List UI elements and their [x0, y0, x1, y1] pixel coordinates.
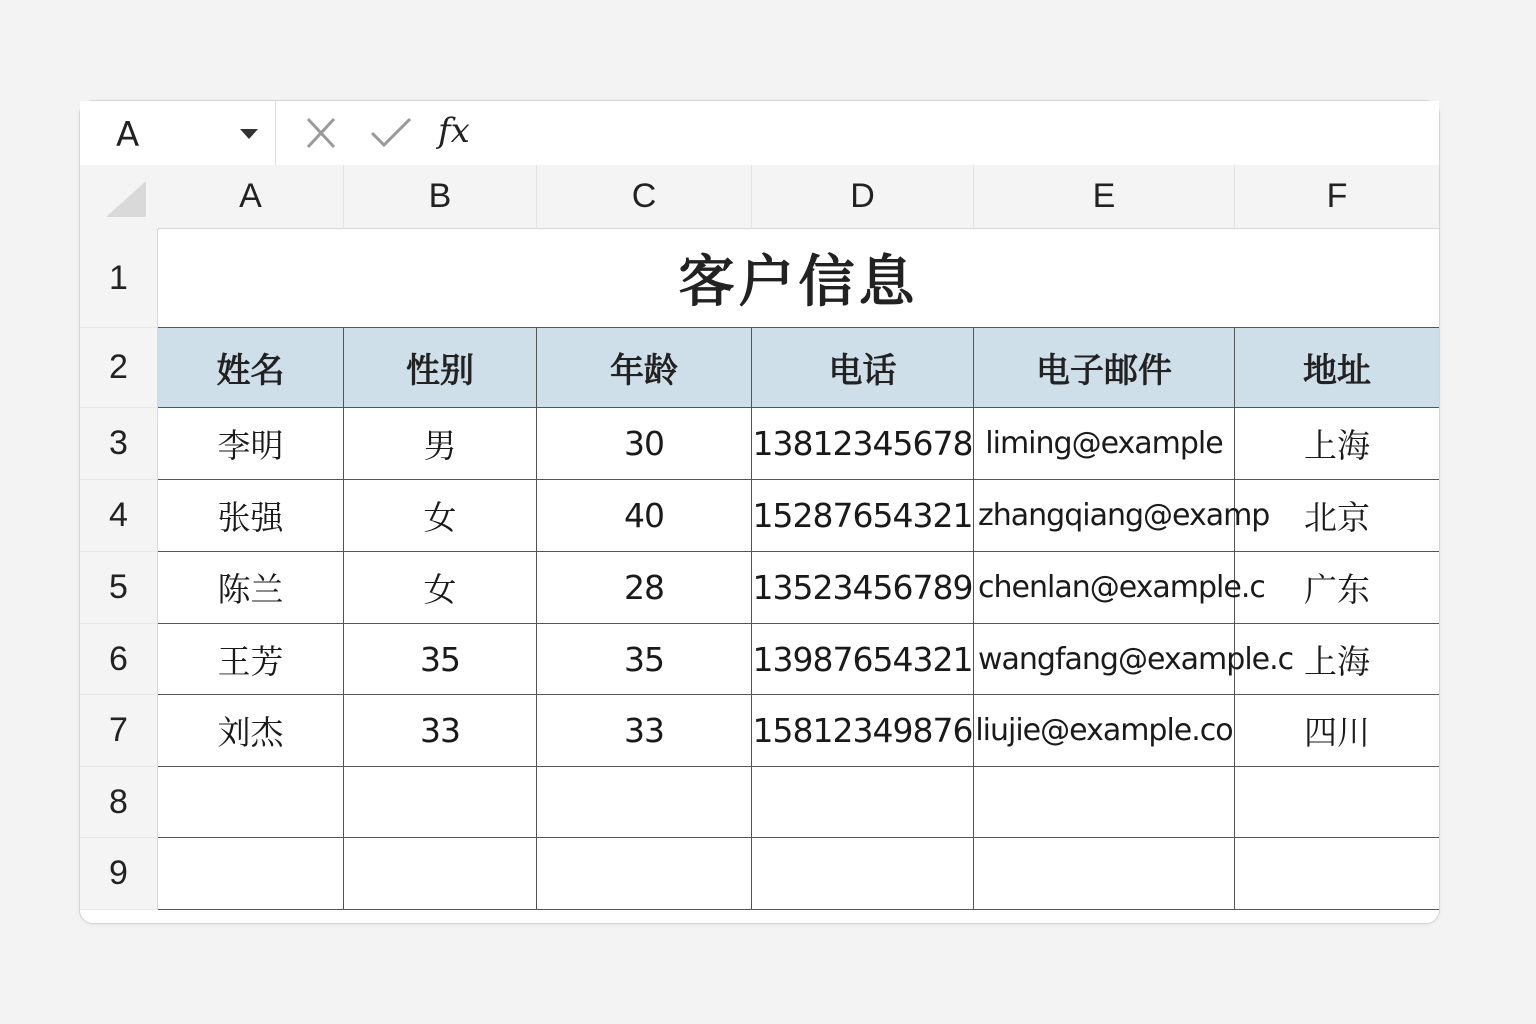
column-header-a[interactable]: A [158, 165, 344, 229]
cell-gender[interactable]: 女 [344, 480, 537, 552]
row-header-4[interactable]: 4 [80, 480, 158, 552]
empty-cell[interactable] [1235, 767, 1439, 838]
cell-age[interactable]: 40 [537, 480, 752, 552]
header-cell-age[interactable]: 年龄 [537, 328, 752, 408]
cell-address[interactable]: 北京 [1235, 480, 1439, 552]
confirm-check-icon[interactable] [368, 113, 414, 157]
cell-email[interactable]: liming@example [974, 408, 1235, 480]
cell-address[interactable]: 上海 [1235, 408, 1439, 480]
cell-age[interactable]: 28 [537, 552, 752, 624]
cell-gender[interactable]: 男 [344, 408, 537, 480]
cell-email[interactable]: wangfang@example.c [974, 624, 1235, 695]
empty-cell[interactable] [974, 767, 1235, 838]
empty-cell[interactable] [344, 838, 537, 910]
row-header-6[interactable]: 6 [80, 624, 158, 695]
formula-bar [80, 101, 1439, 166]
cell-email[interactable]: chenlan@example.c [974, 552, 1235, 624]
empty-cell[interactable] [974, 838, 1235, 910]
cell-gender[interactable]: 女 [344, 552, 537, 624]
row-header-9[interactable]: 9 [80, 838, 158, 910]
cell-name[interactable]: 陈兰 [158, 552, 344, 624]
header-cell-address[interactable]: 地址 [1235, 328, 1439, 408]
cell-address[interactable]: 上海 [1235, 624, 1439, 695]
row-header-5[interactable]: 5 [80, 552, 158, 624]
header-cell-name[interactable]: 姓名 [158, 328, 344, 408]
row-header-7[interactable]: 7 [80, 695, 158, 767]
cancel-icon[interactable] [302, 113, 340, 157]
cell-phone[interactable]: 13987654321 [752, 624, 974, 695]
fx-icon[interactable]: fx [438, 111, 470, 151]
cell-gender[interactable]: 35 [344, 624, 537, 695]
cell-name[interactable]: 李明 [158, 408, 344, 480]
header-cell-gender[interactable]: 性别 [344, 328, 537, 408]
empty-cell[interactable] [537, 838, 752, 910]
header-cell-phone[interactable]: 电话 [752, 328, 974, 408]
cell-phone[interactable]: 13812345678 [752, 408, 974, 480]
row-header-8[interactable]: 8 [80, 767, 158, 838]
spreadsheet-window [79, 100, 1440, 924]
column-header-d[interactable]: D [752, 165, 974, 229]
row-header-2[interactable]: 2 [80, 328, 158, 408]
cell-name[interactable]: 张强 [158, 480, 344, 552]
cell-age[interactable]: 35 [537, 624, 752, 695]
name-box-value: A [116, 115, 140, 155]
cell-address[interactable]: 四川 [1235, 695, 1439, 767]
sheet-title[interactable]: 客户信息 [158, 229, 1439, 328]
cell-name[interactable]: 刘杰 [158, 695, 344, 767]
column-header-c[interactable]: C [537, 165, 752, 229]
column-header-b[interactable]: B [344, 165, 537, 229]
empty-cell[interactable] [537, 767, 752, 838]
empty-cell[interactable] [1235, 838, 1439, 910]
empty-cell[interactable] [158, 767, 344, 838]
cell-name[interactable]: 王芳 [158, 624, 344, 695]
cell-address[interactable]: 广东 [1235, 552, 1439, 624]
column-header-f[interactable]: F [1235, 165, 1439, 229]
empty-cell[interactable] [752, 767, 974, 838]
empty-cell[interactable] [158, 838, 344, 910]
name-box[interactable] [80, 101, 276, 165]
cell-age[interactable]: 33 [537, 695, 752, 767]
cell-phone[interactable]: 15812349876 [752, 695, 974, 767]
select-all-corner[interactable] [80, 165, 159, 230]
cell-age[interactable]: 30 [537, 408, 752, 480]
row-header-3[interactable]: 3 [80, 408, 158, 480]
empty-cell[interactable] [344, 767, 537, 838]
cell-phone[interactable]: 15287654321 [752, 480, 974, 552]
column-header-e[interactable]: E [974, 165, 1235, 229]
cell-gender[interactable]: 33 [344, 695, 537, 767]
empty-cell[interactable] [752, 838, 974, 910]
cell-phone[interactable]: 13523456789 [752, 552, 974, 624]
header-cell-email[interactable]: 电子邮件 [974, 328, 1235, 408]
chevron-down-icon[interactable] [240, 129, 258, 139]
cell-email[interactable]: liujie@example.co [974, 695, 1235, 767]
cell-email[interactable]: zhangqiang@examp [974, 480, 1235, 552]
select-all-icon [106, 181, 146, 217]
row-header-1[interactable]: 1 [80, 229, 158, 328]
